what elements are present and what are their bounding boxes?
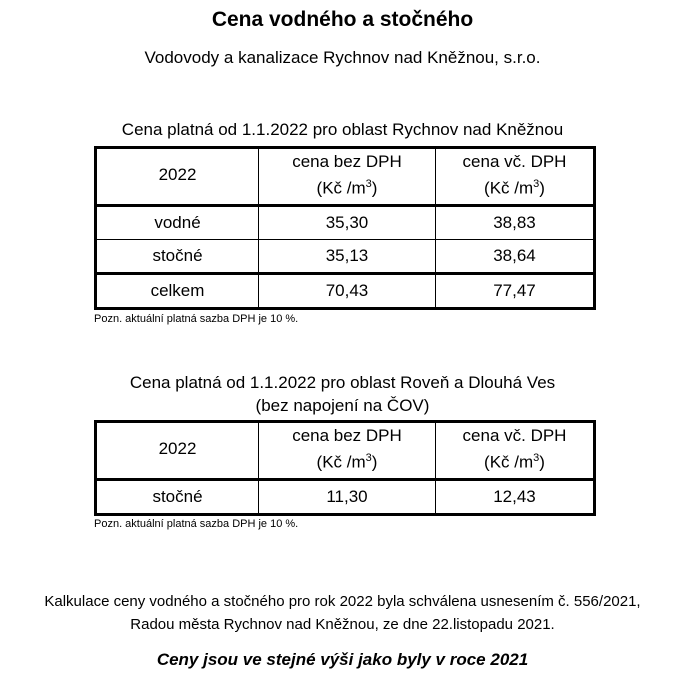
header-with-vat	[436, 148, 595, 206]
table-header-row	[96, 422, 595, 480]
row-label: celkem	[96, 273, 259, 308]
header-with-vat-label: cena vč. DPH	[462, 152, 567, 171]
section2-caption-line1: Cena platná od 1.1.2022 pro oblast Roveň a Dlouhá Ves	[129, 373, 556, 392]
price-with-vat: 38,64	[436, 239, 595, 273]
vat-note: Pozn. aktuální platná sazba DPH je 10 %.	[94, 313, 299, 325]
header-unit: (Kč $/m^3$)	[484, 452, 545, 472]
header-without-vat	[259, 148, 436, 206]
price-with-vat: 12,43	[436, 479, 595, 514]
price-table-roven	[94, 420, 596, 516]
header-with-vat-label: cena vč. DPH	[462, 426, 567, 445]
table-row-vodne	[96, 205, 595, 239]
calculation-line1: Kalkulace ceny vodného a stočného pro rok 2022 byla schválena usnesením č. 556/2021,	[44, 593, 641, 610]
row-label: vodné	[96, 205, 259, 239]
header-unit: (Kč $/m^3$)	[484, 178, 545, 198]
header-with-vat	[436, 422, 595, 480]
table-header-row	[96, 148, 595, 206]
final-statement: Ceny jsou ve stejné výši jako byly v roce 2021	[156, 650, 529, 669]
company-name: Vodovody a kanalizace Rychnov nad Kněžnou, s.r.o.	[144, 48, 541, 67]
price-without-vat: 11,30	[259, 479, 436, 514]
row-label: stočné	[96, 479, 259, 514]
price-table-rychnov	[94, 146, 596, 310]
section2-caption-line2: (bez napojení na ČOV)	[255, 396, 430, 415]
header-without-vat	[259, 422, 436, 480]
header-year: 2022	[96, 148, 259, 206]
page-title: Cena vodného a stočného	[211, 8, 474, 31]
table-row-total	[96, 273, 595, 308]
calculation-statement	[0, 590, 685, 636]
price-without-vat: 35,13	[259, 239, 436, 273]
section1-caption: Cena platná od 1.1.2022 pro oblast Rychnov nad Kněžnou	[121, 120, 564, 139]
vat-note: Pozn. aktuální platná sazba DPH je 10 %.	[94, 518, 299, 530]
price-without-vat: 35,30	[259, 205, 436, 239]
table-row-stocne	[96, 479, 595, 514]
header-unit: (Kč $/m^3$)	[316, 452, 378, 472]
table-row-stocne	[96, 239, 595, 273]
header-unit: (Kč $/m^3$)	[316, 178, 378, 198]
price-with-vat: 38,83	[436, 205, 595, 239]
header-without-vat-label: cena bez DPH	[292, 426, 402, 445]
header-without-vat-label: cena bez DPH	[292, 152, 402, 171]
total-without-vat: 70,43	[259, 273, 436, 308]
total-with-vat: 77,47	[436, 273, 595, 308]
row-label: stočné	[96, 239, 259, 273]
calculation-line2: Radou města Rychnov nad Kněžnou, ze dne 22.listopadu 2021.	[130, 616, 555, 633]
header-year: 2022	[96, 422, 259, 480]
